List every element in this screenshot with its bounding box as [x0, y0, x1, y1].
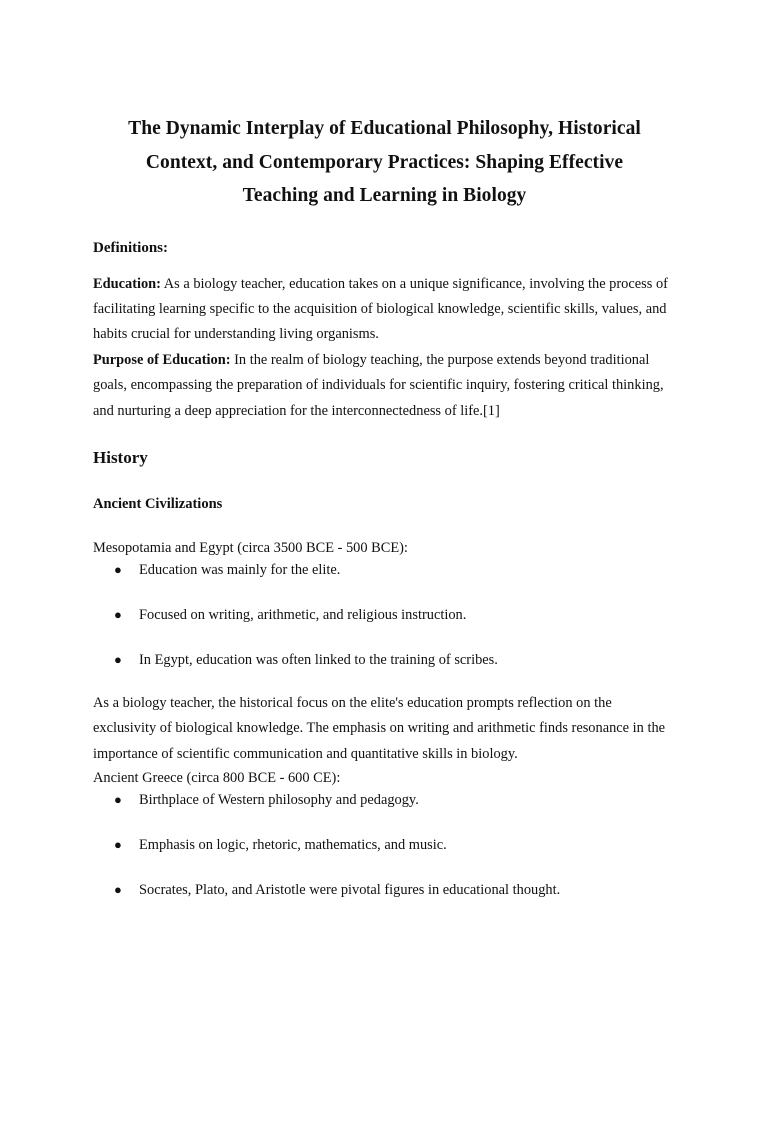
- title-line: The Dynamic Interplay of Educational Philosophy, Historical: [128, 118, 641, 139]
- document-title: [93, 112, 676, 213]
- list-item: [93, 649, 676, 671]
- list-item: [93, 604, 676, 626]
- purpose-definition: [93, 348, 676, 424]
- education-definition: [93, 272, 676, 348]
- ancient-civilizations-heading: Ancient Civilizations: [93, 495, 223, 512]
- mesopotamia-bullet-list: [93, 559, 676, 671]
- history-heading: History: [93, 447, 148, 467]
- list-item: [93, 834, 676, 856]
- bullet-icon: ●: [114, 651, 122, 667]
- list-item-text: Birthplace of Western philosophy and pedagogy.: [139, 792, 419, 809]
- document-page: [0, 112, 768, 1136]
- mesopotamia-egypt-line: Mesopotamia and Egypt (circa 3500 BCE - 500 BCE):: [93, 539, 408, 556]
- bullet-icon: ●: [114, 561, 122, 577]
- list-item-text: Emphasis on logic, rhetoric, mathematics, and music.: [139, 837, 447, 854]
- list-item-text: In Egypt, education was often linked to the training of scribes.: [139, 651, 498, 668]
- list-item: [93, 789, 676, 811]
- list-item: [93, 879, 676, 901]
- bullet-icon: ●: [114, 606, 122, 622]
- greece-bullet-list: [93, 789, 676, 901]
- list-item-text: Education was mainly for the elite.: [139, 561, 341, 578]
- bullet-icon: ●: [114, 792, 122, 808]
- list-item-text: Focused on writing, arithmetic, and religious instruction.: [139, 606, 467, 623]
- biology-reflection-paragraph: As a biology teacher, the historical focus on the elite's education prompts reflection on the exclusivity of biological knowledge. The emphasis on writing and arithmetic finds resonance in the importance of scientific communication and quantitative skills in biology.: [93, 694, 666, 762]
- title-line: Teaching and Learning in Biology: [242, 185, 527, 206]
- purpose-term: Purpose of Education:: [93, 351, 231, 368]
- bullet-icon: ●: [114, 837, 122, 853]
- title-line: Context, and Contemporary Practices: Shaping Effective: [145, 151, 624, 173]
- purpose-text: In the realm of biology teaching, the purpose extends beyond traditional goals, encompassing the preparation of individuals for scientific inquiry, fostering critical thinking, and nurturing a deep appreciation for the interconnectedness of life.[1]: [93, 351, 664, 419]
- ancient-greece-line: Ancient Greece (circa 800 BCE - 600 CE):: [93, 770, 341, 787]
- list-item-text: Socrates, Plato, and Aristotle were pivotal figures in educational thought.: [139, 882, 561, 899]
- education-text: As a biology teacher, education takes on a unique significance, involving the process of facilitating learning specific to the acquisition of biological knowledge, scientific skills, values, and habits crucial for understanding living organisms.: [93, 275, 668, 343]
- list-item: [93, 559, 676, 581]
- definitions-heading: Definitions:: [93, 239, 168, 256]
- education-term: Education:: [93, 275, 161, 292]
- bullet-icon: ●: [114, 882, 122, 898]
